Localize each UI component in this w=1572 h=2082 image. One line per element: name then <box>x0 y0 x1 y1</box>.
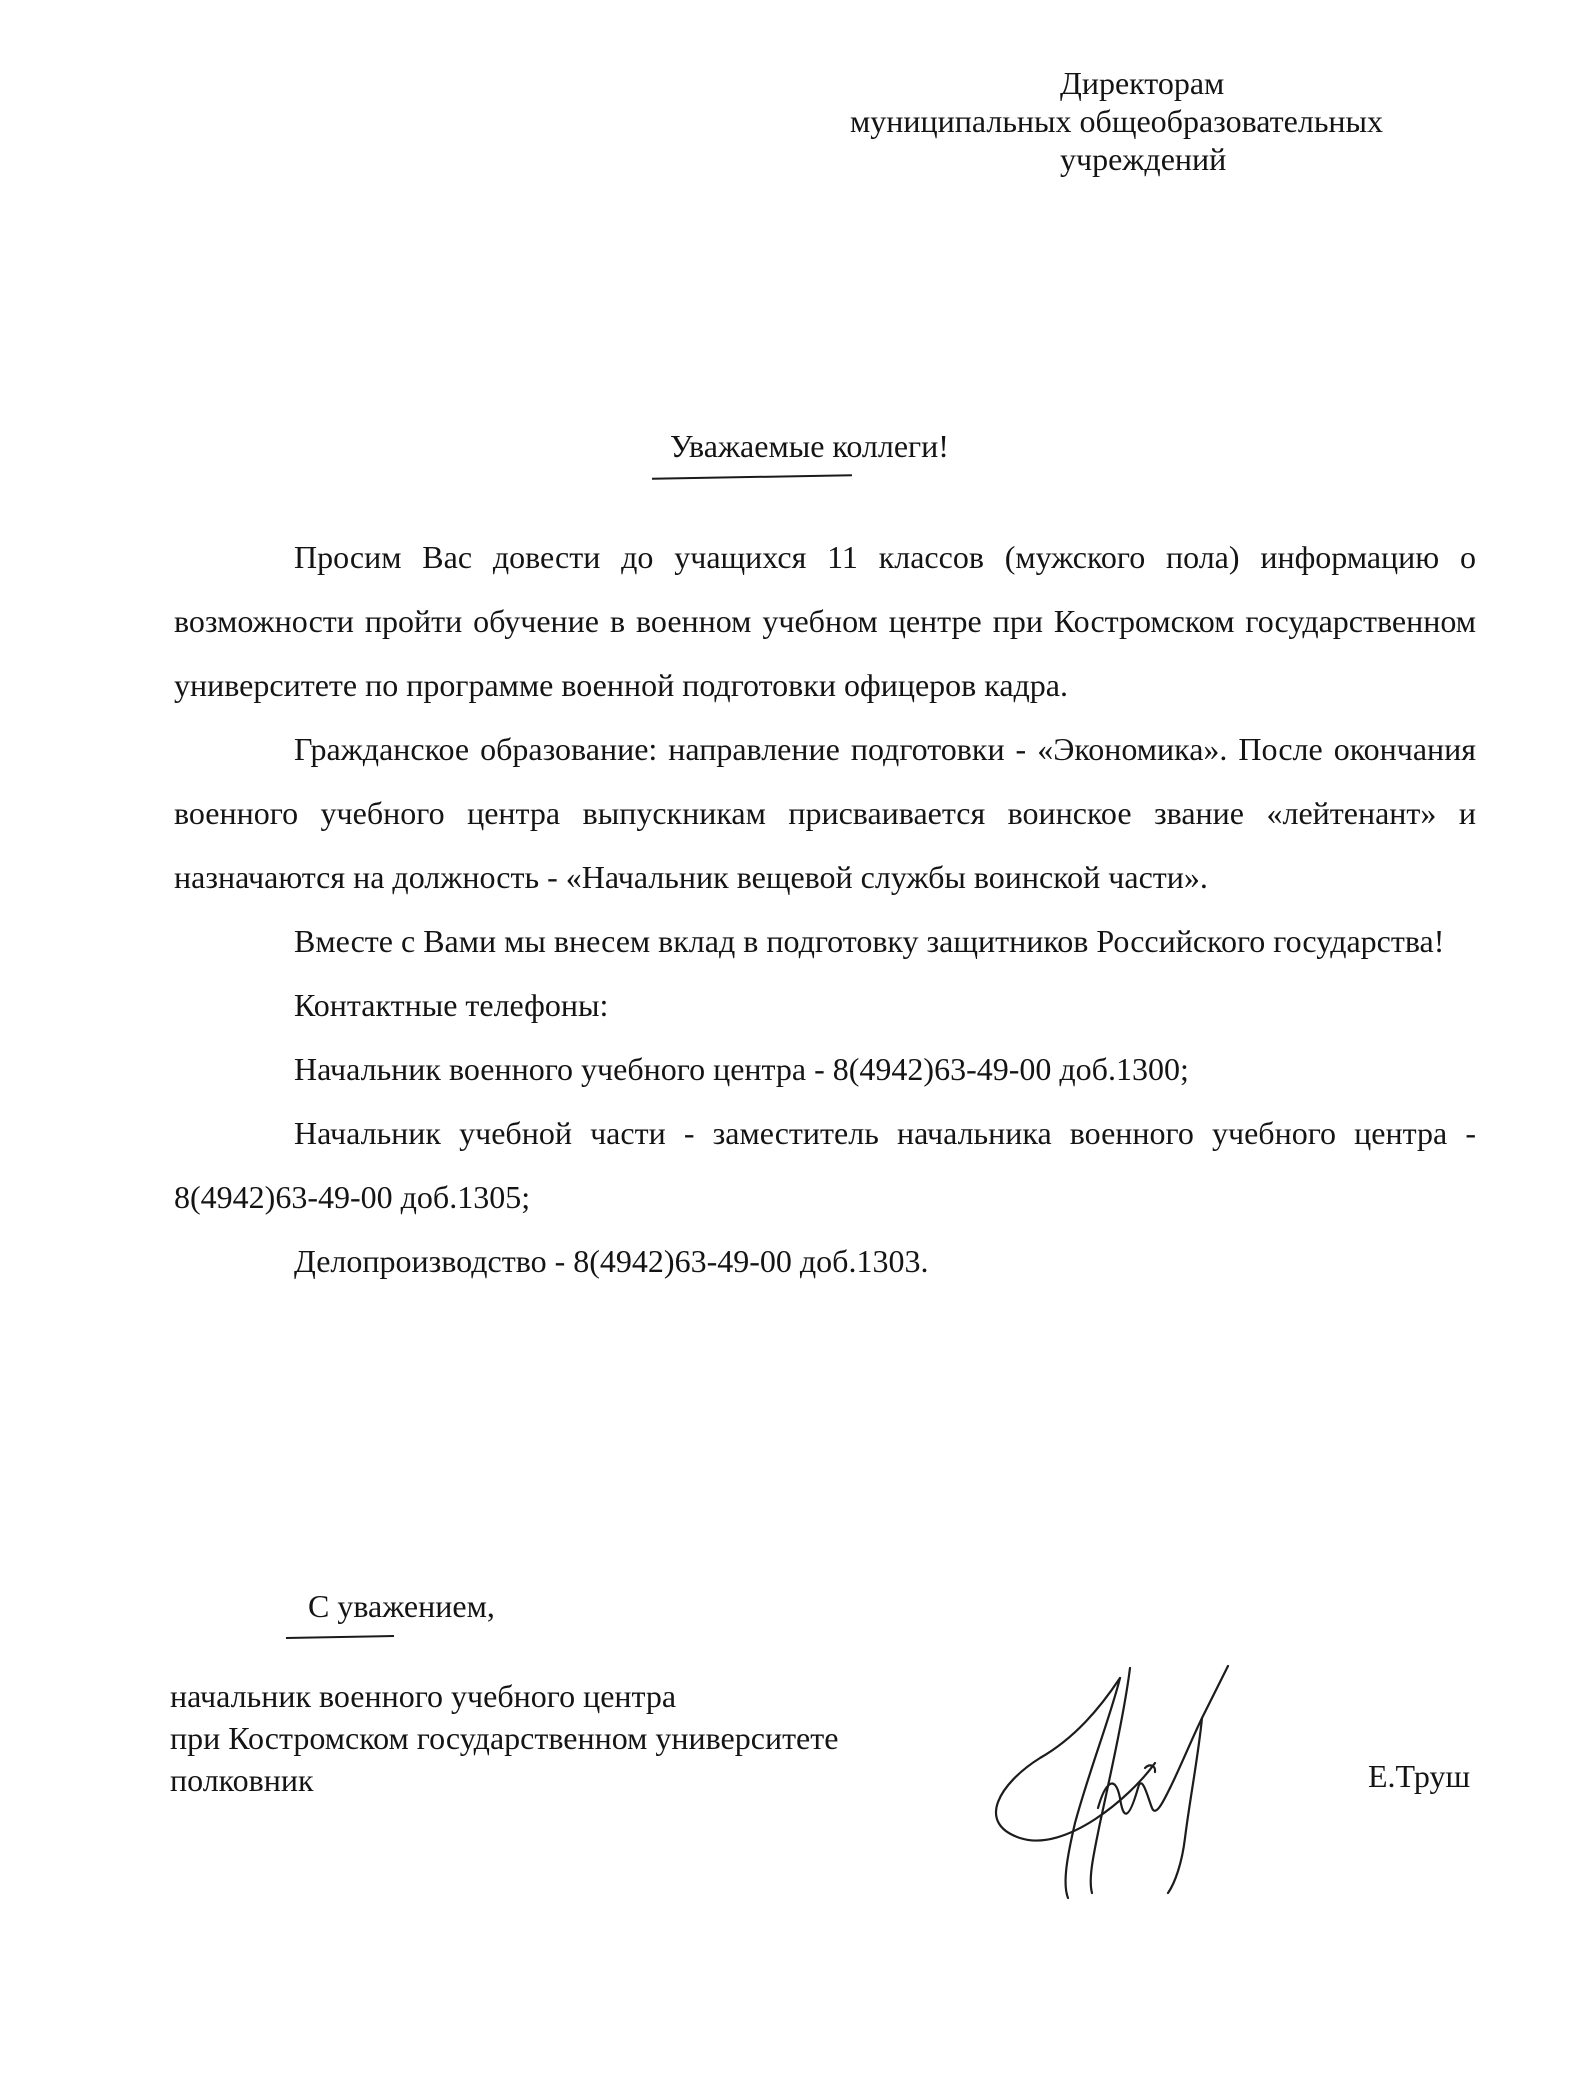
signatory-line: полковник <box>170 1762 314 1798</box>
signatory-line: начальник военного учебного центра <box>170 1678 677 1714</box>
body-paragraph: Гражданское образование: направление подготовки - «Экономика». После окончания военного учебного центра выпускникам присваивается воинское звание «лейтенант» и назначаются на должность - «Начальник вещевой службы воинской части». <box>174 731 1476 895</box>
body-paragraph: Просим Вас довести до учащихся 11 классов (мужского пола) информацию о возможности пройти обучение в военном учебном центре при Костромском государственном университете по программе военной подготовки офицеров кадра. <box>174 539 1476 703</box>
closing-underline <box>286 1635 394 1639</box>
greeting: Уважаемые коллеги! <box>670 428 949 464</box>
closing: С уважением, <box>308 1588 495 1624</box>
signatory-line: при Костромском государственном университете <box>170 1720 839 1756</box>
body-paragraph: Контактные телефоны: <box>294 987 609 1023</box>
signatory-block <box>170 1675 838 1801</box>
body-paragraph: Делопроизводство - 8(4942)63-49-00 доб.1303. <box>294 1243 929 1279</box>
signer-name: Е.Труш <box>1368 1758 1471 1794</box>
body-paragraph: Начальник учебной части - заместитель начальника военного учебного центра - 8(4942)63-49-00 доб.1305; <box>174 1115 1476 1215</box>
body-paragraph: Вместе с Вами мы внесем вклад в подготовку защитников Российского государства! <box>294 923 1445 959</box>
addressee-line: учреждений <box>1060 141 1227 177</box>
addressee-block <box>850 64 1550 178</box>
letter-body <box>174 525 1476 1293</box>
handwritten-signature <box>980 1648 1280 1928</box>
greeting-underline <box>652 474 852 479</box>
body-paragraph: Начальник военного учебного центра - 8(4942)63-49-00 доб.1300; <box>294 1051 1189 1087</box>
addressee-line: Директорам <box>1060 65 1225 101</box>
addressee-line: муниципальных общеобразовательных <box>850 103 1384 139</box>
